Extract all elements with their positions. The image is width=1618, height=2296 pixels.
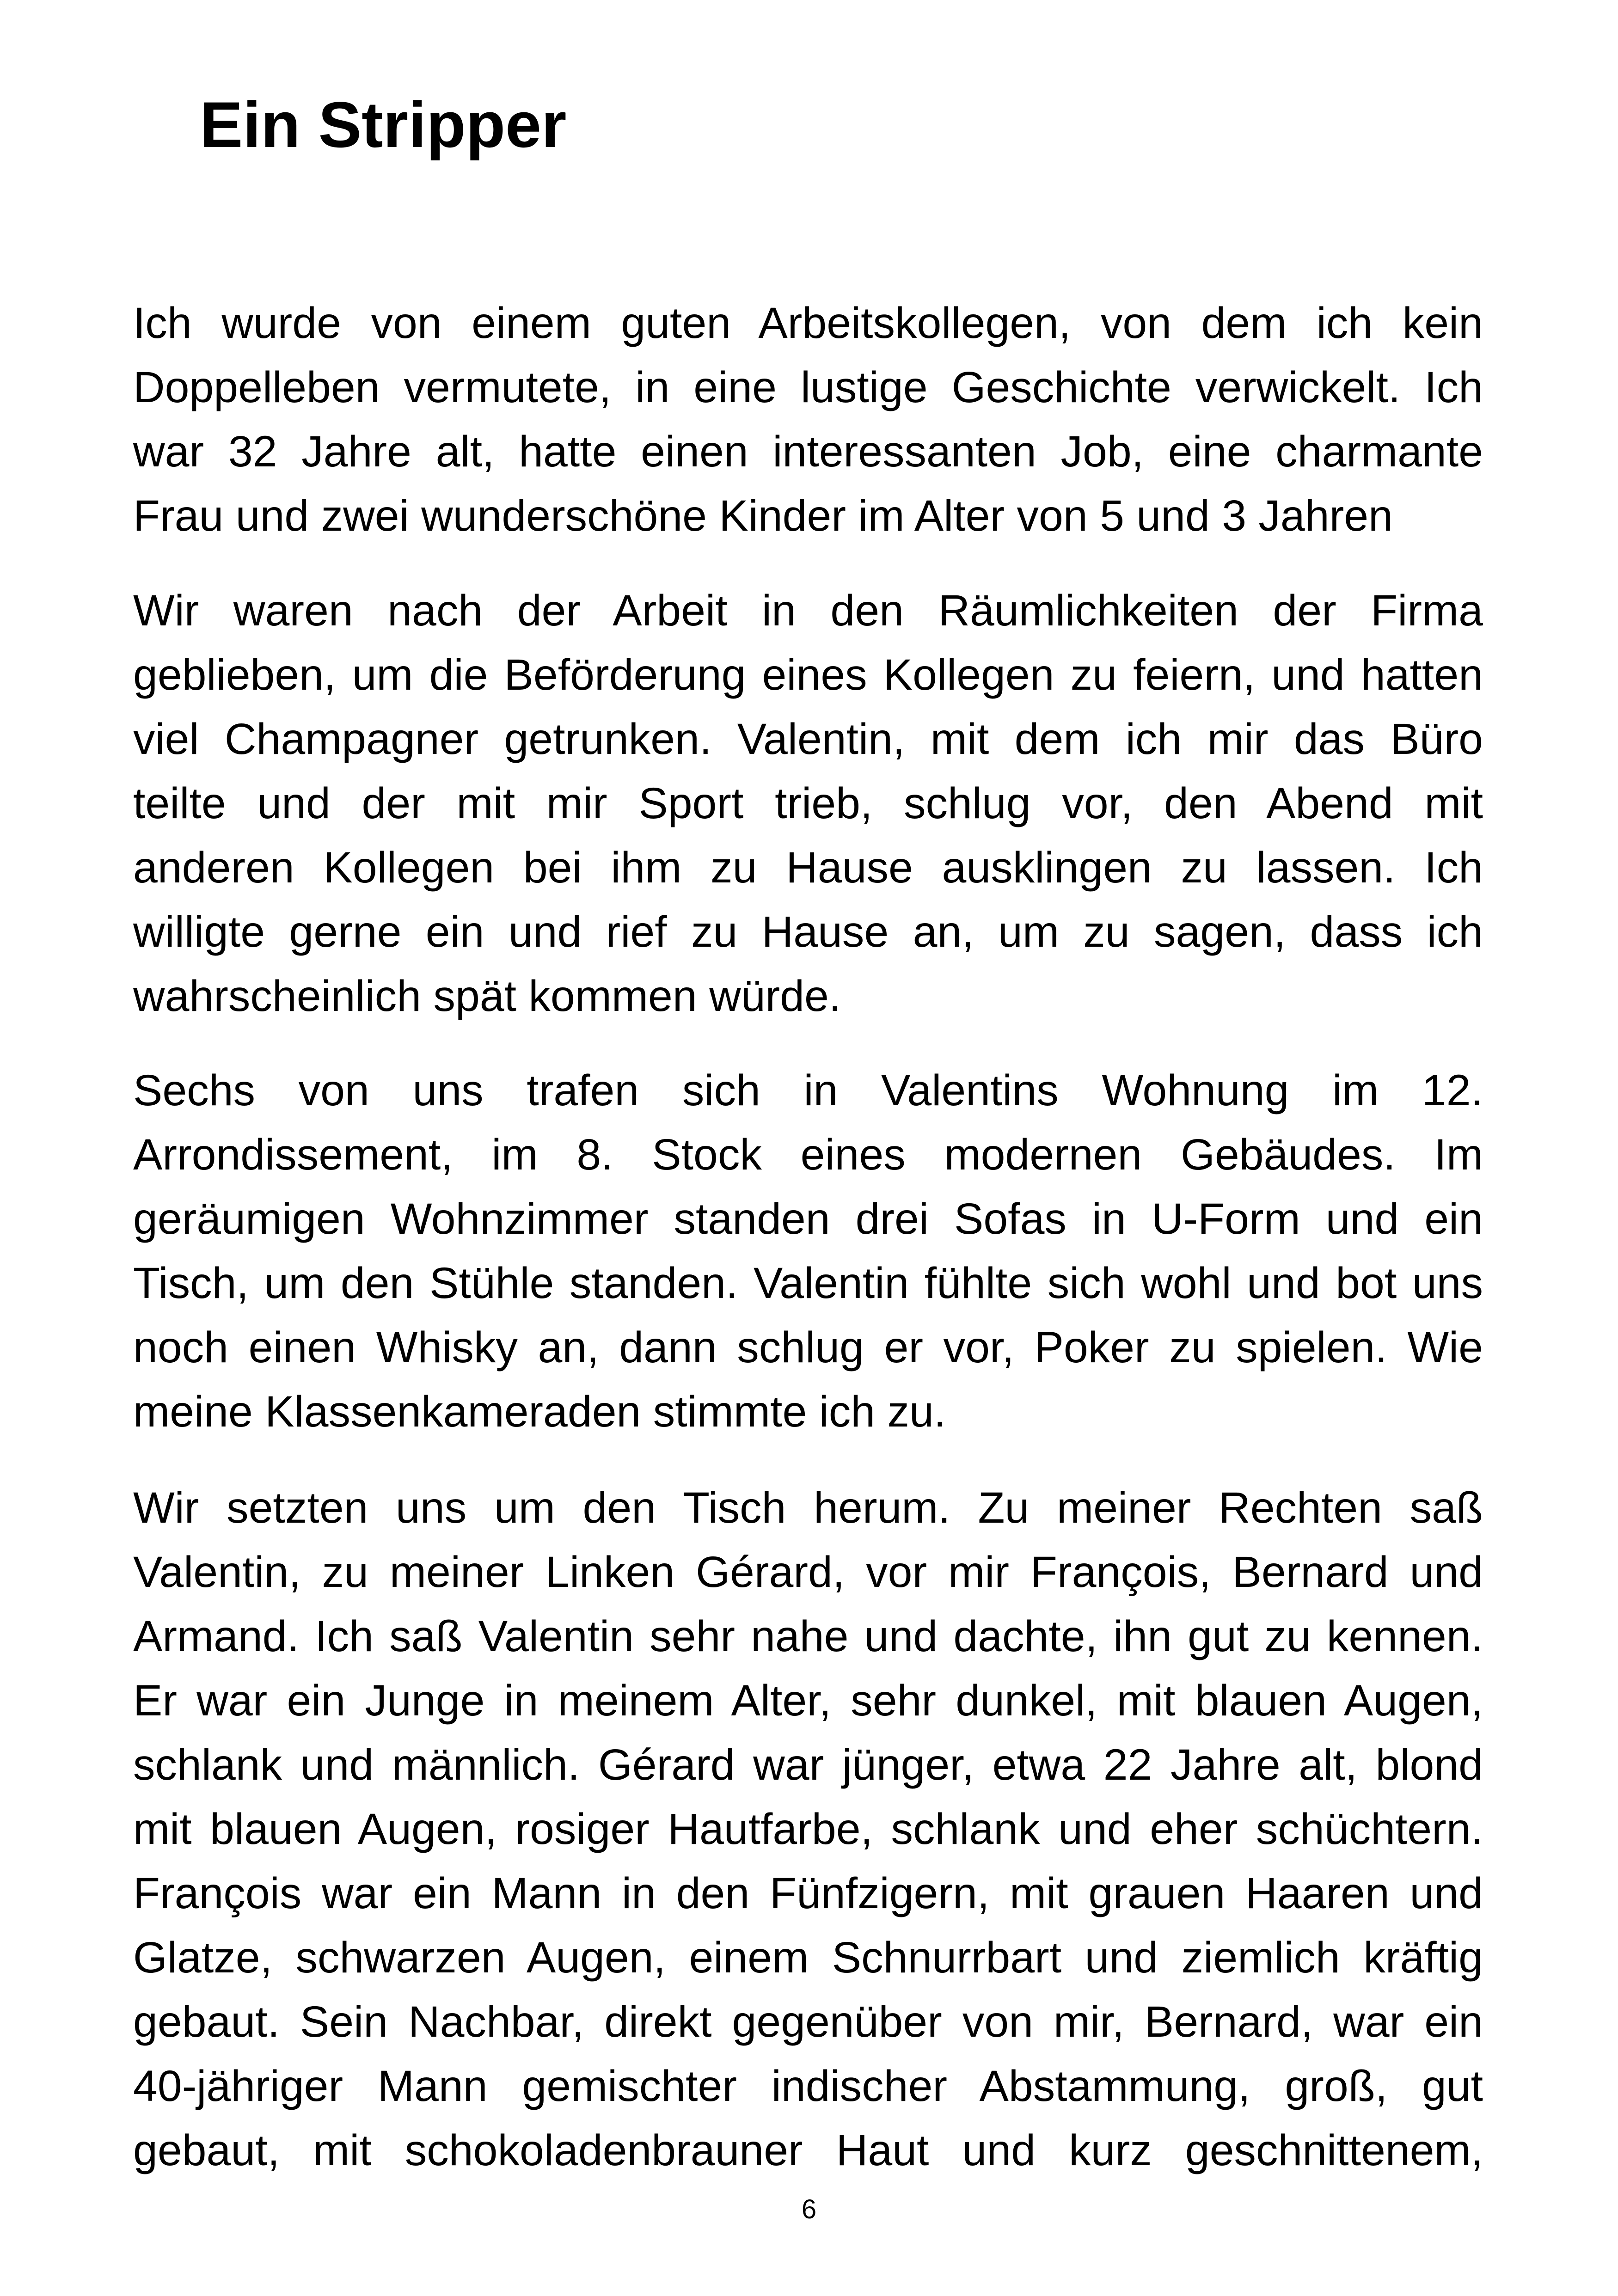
text-line: Ich wurde von einem guten Arbeitskollegen, von dem ich kein: [133, 299, 1483, 348]
page-number: 6: [801, 2194, 817, 2224]
text-line: war 32 Jahre alt, hatte einen interessanten Job, eine charmante: [133, 427, 1483, 476]
text-line: Doppelleben vermutete, in eine lustige Geschichte verwickelt. Ich: [133, 363, 1483, 412]
text-line: Frau und zwei wunderschöne Kinder im Alter von 5 und 3 Jahren: [133, 491, 1393, 540]
text-line: 40-jähriger Mann gemischter indischer Abstammung, groß, gut: [133, 2062, 1483, 2111]
text-line: viel Champagner getrunken. Valentin, mit dem ich mir das Büro: [133, 715, 1483, 764]
text-line: geräumigen Wohnzimmer standen drei Sofas in U-Form und ein: [133, 1194, 1483, 1243]
text-line: Wir setzten uns um den Tisch herum. Zu meiner Rechten saß: [133, 1483, 1483, 1532]
text-line: gebaut. Sein Nachbar, direkt gegenüber von mir, Bernard, war ein: [133, 1997, 1483, 2046]
text-line: noch einen Whisky an, dann schlug er vor, Poker zu spielen. Wie: [133, 1323, 1483, 1372]
text-line: willigte gerne ein und rief zu Hause an, um zu sagen, dass ich: [133, 907, 1483, 956]
text-line: Armand. Ich saß Valentin sehr nahe und dachte, ihn gut zu kennen.: [133, 1612, 1483, 1661]
text-line: meine Klassenkameraden stimmte ich zu.: [133, 1387, 946, 1436]
paragraph-1: [133, 291, 1483, 548]
text-line: schlank und männlich. Gérard war jünger, etwa 22 Jahre alt, blond: [133, 1740, 1483, 1789]
text-line: Wir waren nach der Arbeit in den Räumlichkeiten der Firma: [133, 586, 1483, 635]
text-line: Valentin, zu meiner Linken Gérard, vor mir François, Bernard und: [133, 1548, 1483, 1597]
text-line: Sechs von uns trafen sich in Valentins Wohnung im 12.: [133, 1066, 1483, 1115]
text-line: mit blauen Augen, rosiger Hautfarbe, schlank und eher schüchtern.: [133, 1805, 1483, 1854]
text-line: François war ein Mann in den Fünfzigern, mit grauen Haaren und: [133, 1869, 1483, 1918]
paragraph-3: [133, 1059, 1483, 1444]
paragraph-4: [133, 1476, 1483, 2183]
page-title: Ein Stripper: [200, 88, 567, 161]
text-line: gebaut, mit schokoladenbrauner Haut und kurz geschnittenem,: [133, 2126, 1483, 2175]
paragraph-2: [133, 579, 1483, 1029]
text-line: Er war ein Junge in meinem Alter, sehr dunkel, mit blauen Augen,: [133, 1676, 1483, 1725]
text-line: Glatze, schwarzen Augen, einem Schnurrbart und ziemlich kräftig: [133, 1933, 1483, 1982]
text-line: Arrondissement, im 8. Stock eines modernen Gebäudes. Im: [133, 1130, 1483, 1179]
text-line: Tisch, um den Stühle standen. Valentin fühlte sich wohl und bot uns: [133, 1259, 1483, 1308]
text-line: geblieben, um die Beförderung eines Kollegen zu feiern, und hatten: [133, 650, 1483, 699]
text-line: teilte und der mit mir Sport trieb, schlug vor, den Abend mit: [133, 779, 1483, 828]
text-line: anderen Kollegen bei ihm zu Hause ausklingen zu lassen. Ich: [133, 843, 1483, 892]
text-line: wahrscheinlich spät kommen würde.: [133, 972, 841, 1021]
